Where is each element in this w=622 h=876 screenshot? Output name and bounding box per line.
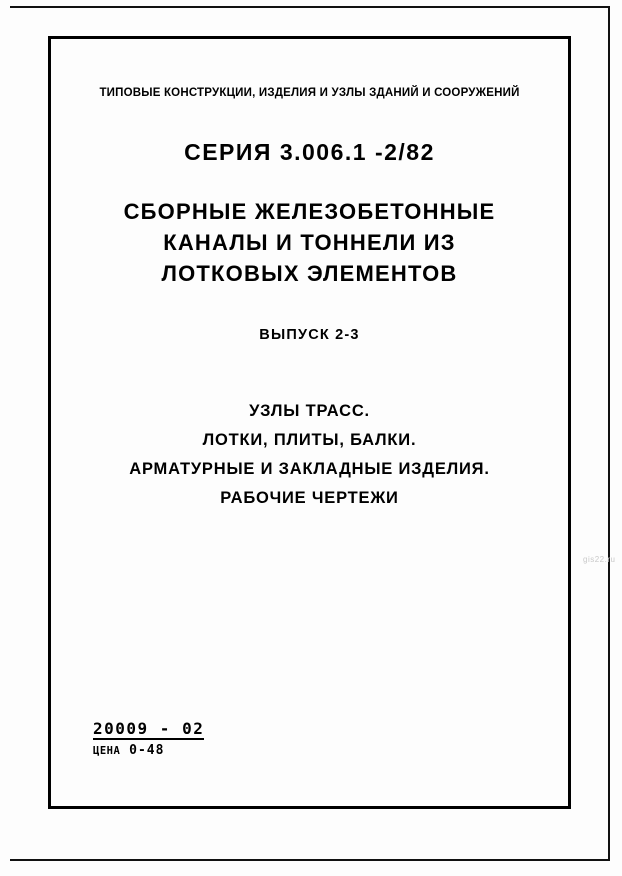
subtitle-line: РАБОЧИЕ ЧЕРТЕЖИ — [220, 489, 399, 507]
subtitle-line: АРМАТУРНЫЕ И ЗАКЛАДНЫЕ ИЗДЕЛИЯ. — [129, 460, 490, 478]
price-label: ЦЕНА — [93, 745, 121, 757]
document-kicker: ТИПОВЫЕ КОНСТРУКЦИИ, ИЗДЕЛИЯ И УЗЛЫ ЗДАНИЙ И СООРУЖЕНИЙ — [99, 87, 520, 99]
subtitle-line: УЗЛЫ ТРАСС. — [249, 402, 370, 420]
title-line: ЛОТКОВЫХ ЭЛЕМЕНТОВ — [161, 261, 458, 286]
document-issue: ВЫПУСК 2-3 — [259, 327, 360, 343]
title-page-content — [51, 39, 616, 806]
stamp-price — [93, 743, 223, 758]
title-page-border — [48, 36, 616, 809]
title-line: СБОРНЫЕ ЖЕЛЕЗОБЕТОННЫЕ — [123, 199, 496, 224]
price-value: 0-48 — [129, 743, 165, 758]
document-series: СЕРИЯ 3.006.1 -2/82 — [184, 139, 435, 165]
watermark-text: gis22.ru — [583, 555, 616, 564]
price-stamp — [93, 720, 223, 758]
stamp-code: 20009 - 02 — [93, 719, 205, 738]
page-title — [51, 196, 568, 289]
title-line: КАНАЛЫ И ТОННЕЛИ ИЗ — [163, 230, 456, 255]
document-subtitle — [51, 397, 568, 513]
subtitle-line: ЛОТКИ, ПЛИТЫ, БАЛКИ. — [202, 431, 417, 449]
